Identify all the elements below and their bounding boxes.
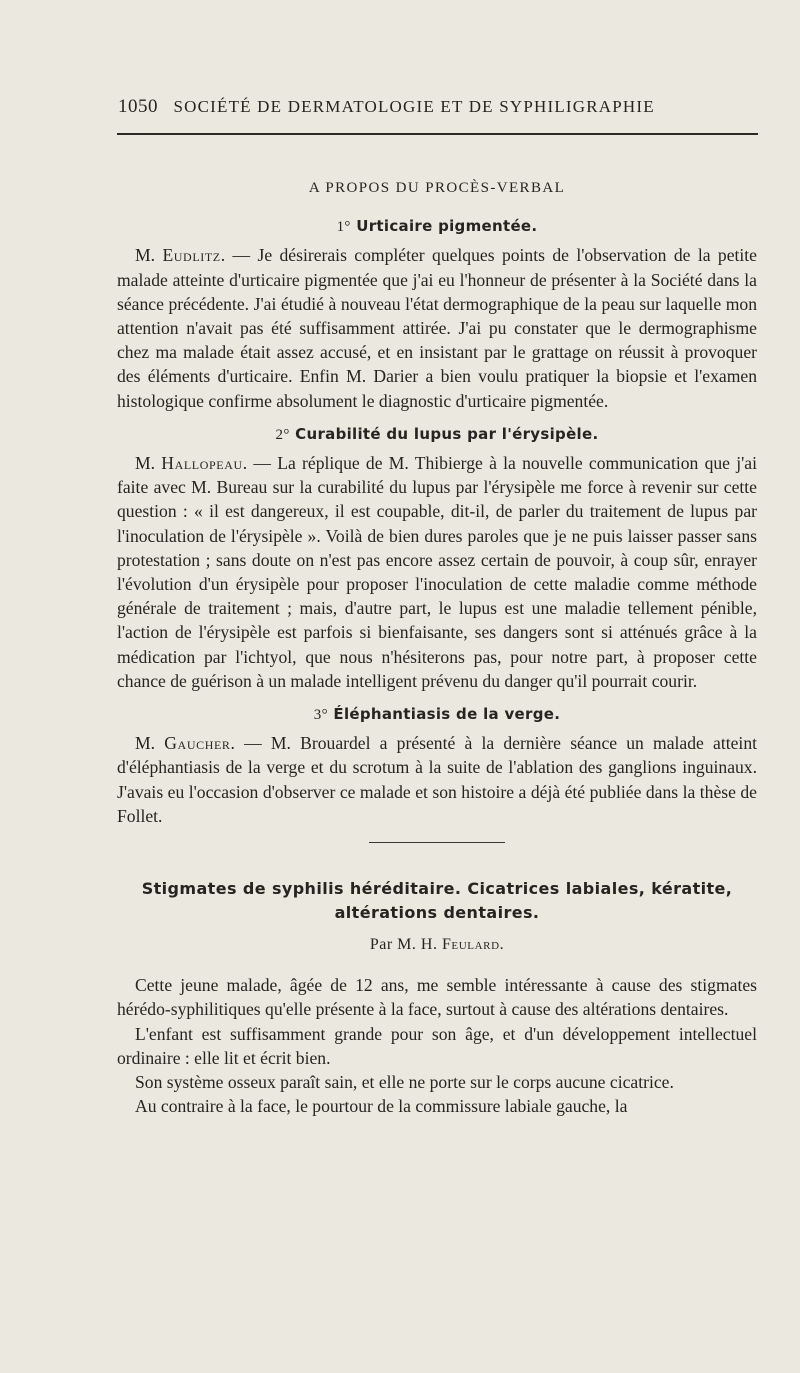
subsection-title: Urticaire pigmentée. xyxy=(356,217,538,236)
article-title-line: altérations dentaires. xyxy=(334,903,540,923)
subsection-title: Curabilité du lupus par l'érysipèle. xyxy=(295,424,599,443)
paragraph xyxy=(117,731,757,828)
section-divider xyxy=(369,842,505,843)
byline-prefix: Par M. H. xyxy=(369,936,438,954)
subsection-heading xyxy=(117,702,757,727)
speaker-name: Hallopeau xyxy=(161,453,243,474)
article-title-line: Stigmates de syphilis héréditaire. Cicatrices labiales, kératite, xyxy=(141,879,733,899)
section-title: A PROPOS DU PROCÈS-VERBAL xyxy=(308,180,566,196)
paragraph-text: M. Brouardel a présenté à la dernière séance un malade atteint d'éléphantiasis de la verge et du scrotum à la suite de l'ablation des ganglions inguinaux. J'avais eu l'occasion d'observer ce malade et son histoire a déjà été publiée dans la thèse de Follet. xyxy=(117,733,758,826)
page-number: 1050 xyxy=(118,96,158,117)
paragraph-text: Je désirerais compléter quelques points de l'observation de la petite malade atteinte d'urticaire pigmentée que j'ai eu l'honneur de présenter à la Société dans la séance précédente. J'ai étudié à nouveau l'état dermographique de la peau sur laquelle mon attention n'avait pas été suffisamment attirée. J'ai pu constater que le dermographisme chez ma malade était assez accusé, et en insistant par le grattage on réussit à provoquer des éléments d'urticaire. Enfin M. Darier a bien voulu pratiquer la biopsie et l'examen histologique confirme absolument le diagnostic d'urticaire pigmentée. xyxy=(117,245,757,411)
subsection-title: Éléphantiasis de la verge. xyxy=(333,705,561,724)
speaker-dash: . — xyxy=(220,245,251,266)
paragraph: Au contraire à la face, le pourtour de la commissure labiale gauche, la xyxy=(135,1096,628,1117)
subsection-ordinal: 2° xyxy=(275,426,290,443)
subsection-heading xyxy=(117,214,757,239)
running-title: SOCIÉTÉ DE DERMATOLOGIE ET DE SYPHILIGRAPHIE xyxy=(173,97,655,116)
speaker-dash: . — xyxy=(230,733,262,754)
speaker-prefix: M. xyxy=(135,733,156,754)
subsection-ordinal: 3° xyxy=(313,707,328,724)
byline-author: Feulard xyxy=(441,936,500,954)
article-byline xyxy=(117,933,757,957)
paragraph: Cette jeune malade, âgée de 12 ans, me semble intéressante à cause des stigmates hérédo-syphilitiques qu'elle présente à la face, surtout à cause des altérations dentaires. xyxy=(117,975,757,1020)
paragraph: Son système osseux paraît sain, et elle ne porte sur le corps aucune cicatrice. xyxy=(135,1072,674,1093)
subsection-heading xyxy=(117,422,757,447)
page-body xyxy=(117,168,757,1119)
speaker-name: Eudlitz xyxy=(162,245,221,266)
speaker-dash: . — xyxy=(242,453,271,474)
speaker-prefix: M. xyxy=(135,453,156,474)
paragraph xyxy=(117,451,757,693)
paragraph xyxy=(117,243,757,412)
article-title xyxy=(117,877,757,925)
byline-suffix: . xyxy=(499,936,505,954)
speaker-prefix: M. xyxy=(135,245,156,266)
paragraph-text: La réplique de M. Thibierge à la nouvelle communication que j'ai faite avec M. Bureau sur la curabilité du lupus par l'érysipèle me force à revenir sur cette question : « il est dangereux, il est coupable, dit-il, de parler du traitement de lupus par l'inoculation de l'érysipèle ». Voilà de bien dures paroles que je ne puis laisser passer sans protestation ; sans doute on n'est pas encore assez certain de pouvoir, à coup sûr, enrayer l'évolution d'un érysipèle pour proposer l'inoculation de cette maladie comme méthode générale de traitement ; mais, d'autre part, le lupus est une maladie tellement pénible, l'action de l'érysipèle est parfois si bienfaisante, ses dangers sont si atténués grâce à la médication par l'ichtyol, que nous n'hésiterons pas, pour notre part, à proposer cette chance de guérison à un malade intelligent prévenu du danger qu'il pourrait courir. xyxy=(117,453,757,691)
subsection-ordinal: 1° xyxy=(336,219,351,236)
header-rule xyxy=(117,133,758,135)
paragraph: L'enfant est suffisamment grande pour son âge, et d'un développement intellectuel ordinaire : elle lit et écrit bien. xyxy=(117,1023,757,1068)
running-header xyxy=(118,96,758,118)
speaker-name: Gaucher xyxy=(164,733,231,754)
